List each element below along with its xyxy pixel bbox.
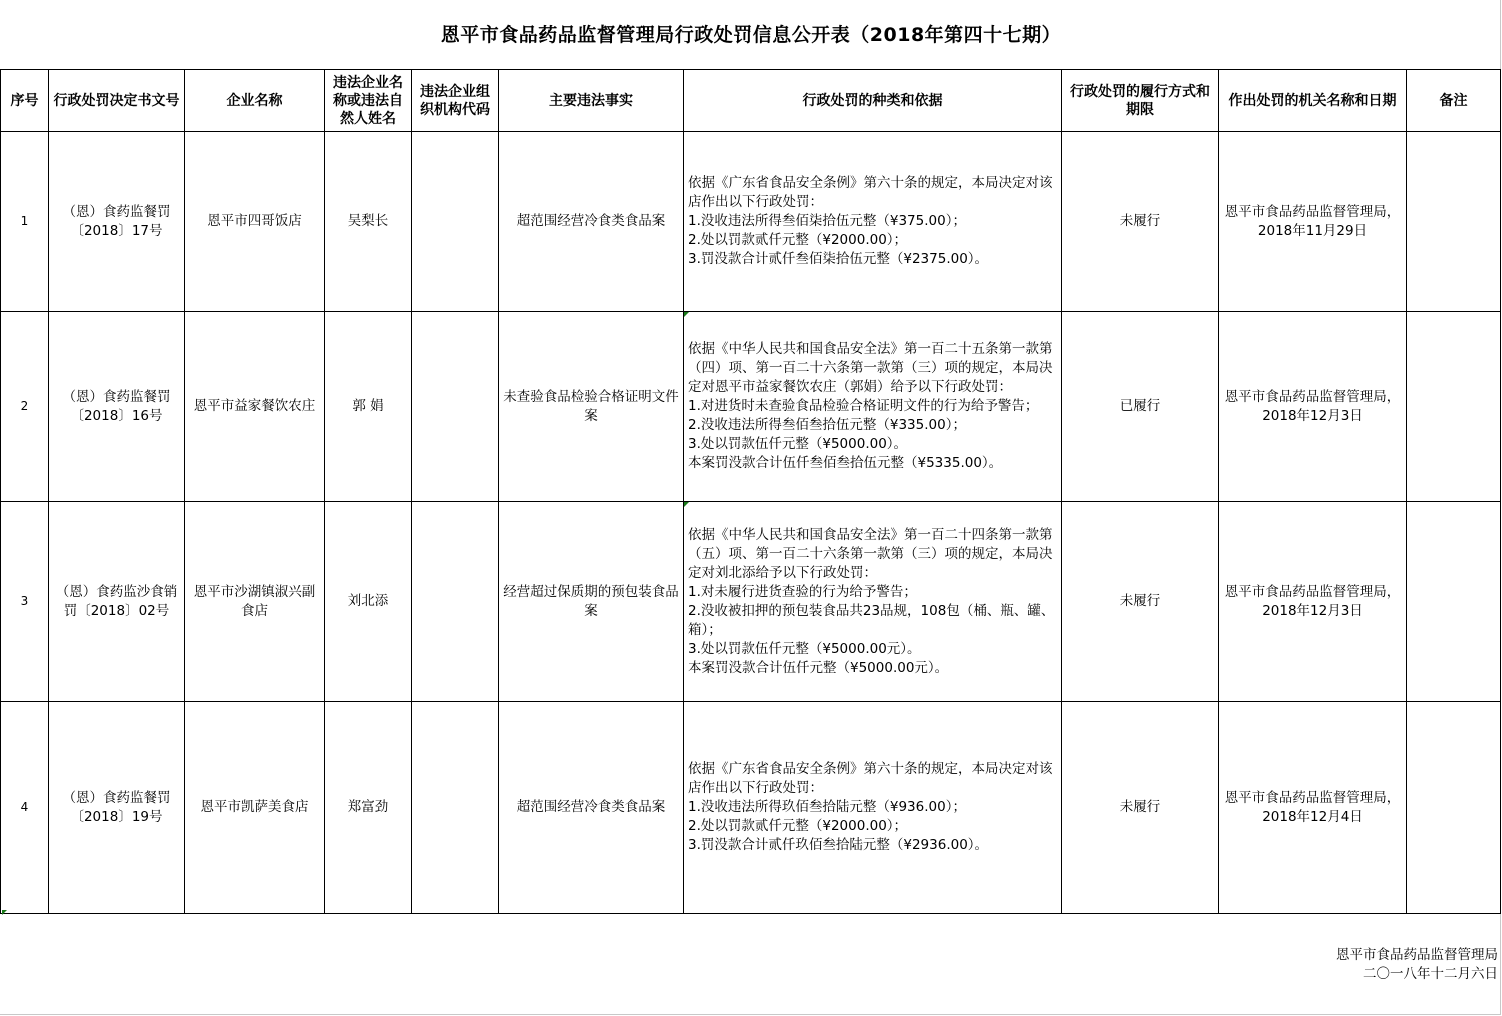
cell-org-code — [412, 132, 499, 312]
table-row — [1, 702, 1501, 914]
cell-remark — [1407, 132, 1501, 312]
header-person: 违法企业名称或违法自然人姓名 — [325, 70, 412, 132]
cell-company: 恩平市四哥饭店 — [185, 132, 325, 312]
cell-person: 刘北添 — [325, 502, 412, 702]
header-company: 企业名称 — [185, 70, 325, 132]
cell-person: 吴梨长 — [325, 132, 412, 312]
page-title: 恩平市食品药品监督管理局行政处罚信息公开表（2018年第四十七期） — [440, 24, 1062, 46]
cell-company: 恩平市沙湖镇淑兴副食店 — [185, 502, 325, 702]
cell-basis — [684, 502, 1062, 702]
cell-fact: 超范围经营冷食类食品案 — [499, 132, 684, 312]
table-row — [1, 502, 1501, 702]
table-row — [1, 312, 1501, 502]
cell-basis: 依据《广东省食品安全条例》第六十条的规定，本局决定对该店作出以下行政处罚： 1.没收违法所得玖佰叁拾陆元整（¥936.00）； 2.处以罚款贰仟元整（¥2000.00）； 3.罚没款合计贰仟玖佰叁拾陆元整（¥2936.00）。 — [684, 702, 1062, 914]
cell-basis — [684, 312, 1062, 502]
cell-basis-text: 依据《中华人民共和国食品安全法》第一百二十五条第一款第（四）项、第一百二十六条第一款第（三）项的规定，本局决定对恩平市益家餐饮农庄（郭娟）给予以下行政处罚： 1.对进货时未查验食品检验合格证明文件的行为给予警告； 2.没收违法所得叁佰叁拾伍元整（¥335.00）； 3.处以罚款伍仟元整（¥5000.00）。 本案罚没款合计伍仟叁佰叁拾伍元整（¥5335.00）。 — [688, 341, 1053, 471]
cell-company: 恩平市益家餐饮农庄 — [185, 312, 325, 502]
cell-authority: 恩平市食品药品监督管理局，2018年12月3日 — [1219, 312, 1407, 502]
footer-org: 恩平市食品药品监督管理局 — [1336, 947, 1498, 963]
cell-status: 未履行 — [1062, 132, 1219, 312]
header-remark: 备注 — [1407, 70, 1501, 132]
header-doc-no: 行政处罚决定书文号 — [49, 70, 185, 132]
comment-marker-icon — [2, 910, 7, 915]
cell-status: 已履行 — [1062, 312, 1219, 502]
table-row — [1, 132, 1501, 312]
cell-doc-no: （恩）食药监餐罚〔2018〕16号 — [49, 312, 185, 502]
footer-date: 二〇一八年十二月六日 — [1363, 966, 1498, 982]
cell-fact: 未查验食品检验合格证明文件案 — [499, 312, 684, 502]
cell-status: 未履行 — [1062, 502, 1219, 702]
cell-person: 郭 娟 — [325, 312, 412, 502]
header-fact: 主要违法事实 — [499, 70, 684, 132]
cell-seq: 3 — [1, 502, 49, 702]
cell-person: 郑富劲 — [325, 702, 412, 914]
cell-doc-no: （恩）食药监沙食销罚〔2018〕02号 — [49, 502, 185, 702]
cell-company: 恩平市凯萨美食店 — [185, 702, 325, 914]
header-authority: 作出处罚的机关名称和日期 — [1219, 70, 1407, 132]
header-row — [1, 70, 1501, 132]
cell-remark — [1407, 502, 1501, 702]
cell-seq: 1 — [1, 132, 49, 312]
cell-doc-no: （恩）食药监餐罚〔2018〕19号 — [49, 702, 185, 914]
cell-seq: 2 — [1, 312, 49, 502]
cell-fact: 经营超过保质期的预包装食品案 — [499, 502, 684, 702]
cell-remark — [1407, 702, 1501, 914]
header-org-code: 违法企业组织机构代码 — [412, 70, 499, 132]
header-basis: 行政处罚的种类和依据 — [684, 70, 1062, 132]
signature-block — [1336, 946, 1498, 984]
cell-org-code — [412, 702, 499, 914]
cell-authority: 恩平市食品药品监督管理局，2018年11月29日 — [1219, 132, 1407, 312]
cell-status: 未履行 — [1062, 702, 1219, 914]
cell-authority: 恩平市食品药品监督管理局，2018年12月4日 — [1219, 702, 1407, 914]
comment-marker-icon — [684, 502, 689, 507]
cell-doc-no: （恩）食药监餐罚〔2018〕17号 — [49, 132, 185, 312]
cell-fact: 超范围经营冷食类食品案 — [499, 702, 684, 914]
header-status: 行政处罚的履行方式和期限 — [1062, 70, 1219, 132]
cell-basis-text: 依据《中华人民共和国食品安全法》第一百二十四条第一款第（五）项、第一百二十六条第一款第（三）项的规定，本局决定对刘北添给予以下行政处罚： 1.对未履行进货查验的行为给予警告； 2.没收被扣押的预包装食品共23品规，108包（桶、瓶、罐、箱）； 3.处以罚款伍仟元整（¥5000.00元）。 本案罚没款合计伍仟元整（¥5000.00元）。 — [688, 526, 1055, 676]
cell-seq: 4 — [1, 702, 49, 914]
cell-org-code — [412, 312, 499, 502]
cell-authority: 恩平市食品药品监督管理局，2018年12月3日 — [1219, 502, 1407, 702]
cell-remark — [1407, 312, 1501, 502]
comment-marker-icon — [684, 312, 689, 317]
penalty-table — [0, 69, 1501, 914]
header-seq: 序号 — [1, 70, 49, 132]
cell-basis: 依据《广东省食品安全条例》第六十条的规定，本局决定对该店作出以下行政处罚： 1.没收违法所得叁佰柒拾伍元整（¥375.00）； 2.处以罚款贰仟元整（¥2000.00）； 3.罚没款合计贰仟叁佰柒拾伍元整（¥2375.00）。 — [684, 132, 1062, 312]
cell-org-code — [412, 502, 499, 702]
